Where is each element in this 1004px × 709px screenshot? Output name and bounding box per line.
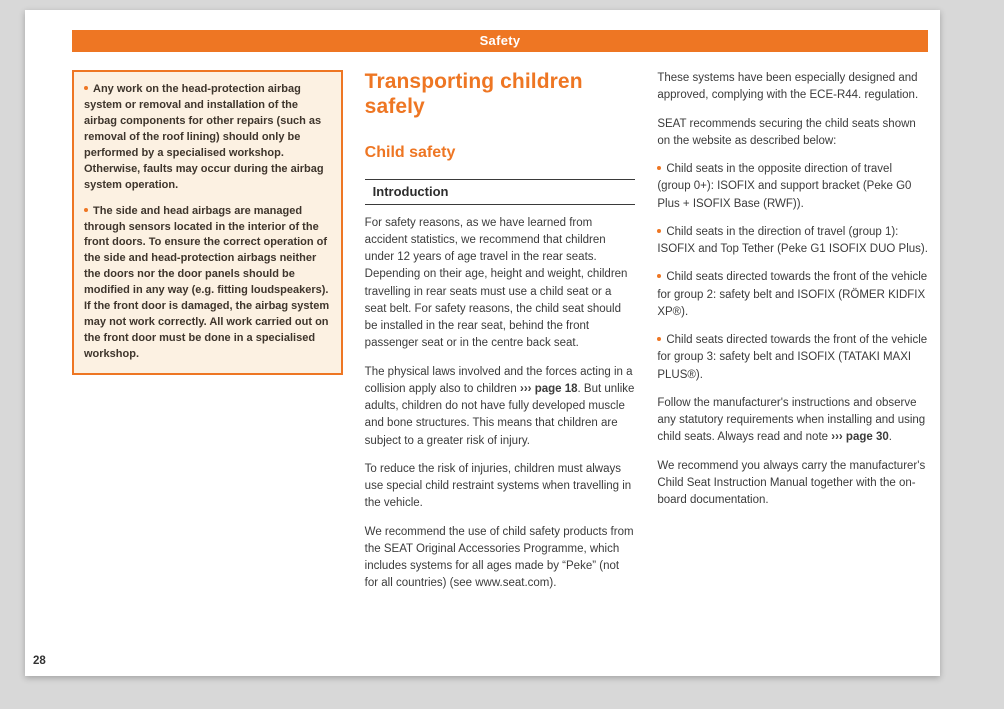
warning-text: The side and head airbags are managed through sensors located in the interior of the front doors. To ensure the correct operation of the side and head-protection airbags neither the doors nor the door panels should be modified in any way (e.g. fitting loudspeakers). If the front door is damaged, the airbag system may not work correctly. All work carried out on the front door must be done in a specialised workshop. [84, 204, 330, 360]
bullet-text: Child seats in the opposite direction of travel (group 0+): ISOFIX and support bracket (Peke G0 Plus + ISOFIX Base (RWF)). [657, 163, 912, 210]
bullet-icon [657, 337, 661, 341]
chapter-title: Safety [479, 33, 521, 48]
section-heading [365, 179, 636, 205]
article-title: Transporting children safely [364, 70, 583, 118]
bullet-icon [657, 166, 661, 170]
bullet-icon [657, 229, 661, 233]
column-middle [365, 70, 636, 593]
paragraph-text: Follow the manufacturer's instructions and observe any statutory requirements when installing and using child seats. Always read and note [657, 396, 926, 444]
paragraph: These systems have been especially designed and approved, complying with the ECE-R44. regulation. [657, 72, 919, 102]
column-left [72, 70, 343, 593]
bullet-item [657, 224, 928, 259]
article-subtitle: Child safety [364, 143, 456, 161]
page-reference-link[interactable]: ››› page 18 [520, 382, 578, 395]
paragraph-text: . [888, 431, 892, 444]
columns [72, 70, 928, 593]
bullet-text: Child seats directed towards the front of the vehicle for group 2: safety belt and ISOFIX (RÖMER KIDFIX XP®). [657, 271, 928, 318]
bullet-text: Child seats directed towards the front of the vehicle for group 3: safety belt and ISOFIX (TATAKI MAXI PLUS®). [657, 334, 928, 381]
bullet-item [657, 161, 928, 213]
paragraph: To reduce the risk of injuries, children must always use special child restraint systems when travelling in the vehicle. [364, 462, 632, 510]
paragraph: For safety reasons, as we have learned from accident statistics, we recommend that children under 12 years of age travel in the rear seats. Depending on their age, height and weight, children travelling in rear seats must use a child seat or a seat belt. For safety reasons, the child seat should be installed in the rear seat, behind the front passenger seat or in the centre back seat. [364, 216, 628, 350]
bullet-item [657, 332, 928, 384]
paragraph-text: The physical laws involved and the forces acting in a collision apply also to children [364, 365, 633, 395]
bullet-icon [657, 274, 661, 278]
manual-page [25, 10, 940, 676]
section-heading-label: Introduction [372, 183, 449, 199]
chapter-header-bar [72, 30, 928, 52]
bullet-icon [84, 86, 88, 90]
paragraph [365, 364, 636, 450]
warning-text: Any work on the head-protection airbag system or removal and installation of the airbag components for other repairs (such as removal of the roof lining) should only be performed by a specialised workshop. Otherwise, faults may occur during the airbag system operation. [84, 83, 324, 191]
warning-item [84, 82, 330, 194]
paragraph [657, 395, 928, 447]
paragraph-text: . But unlike adults, children do not have fully developed muscle and bone structures. This means that children are subject to a greater risk of injury. [364, 382, 635, 447]
warning-box [72, 70, 343, 375]
warning-item [84, 204, 330, 363]
paragraph: SEAT recommends securing the child seats shown on the website as described below: [657, 117, 916, 147]
column-right [657, 70, 928, 593]
page-content [25, 10, 940, 593]
bullet-item [657, 269, 928, 321]
paragraph: We recommend the use of child safety products from the SEAT Original Accessories Programme, which includes systems for all ages made by “Peke” (not for all countries) (see www.seat.com). [364, 525, 634, 590]
page-number: 28 [33, 655, 46, 667]
bullet-text: Child seats in the direction of travel (group 1): ISOFIX and Top Tether (Peke G1 ISOFIX DUO Plus). [657, 225, 928, 255]
page-reference-link[interactable]: ››› page 30 [831, 431, 889, 444]
bullet-icon [84, 208, 88, 212]
paragraph: We recommend you always carry the manufacturer's Child Seat Instruction Manual together with the on-board documentation. [657, 459, 926, 506]
